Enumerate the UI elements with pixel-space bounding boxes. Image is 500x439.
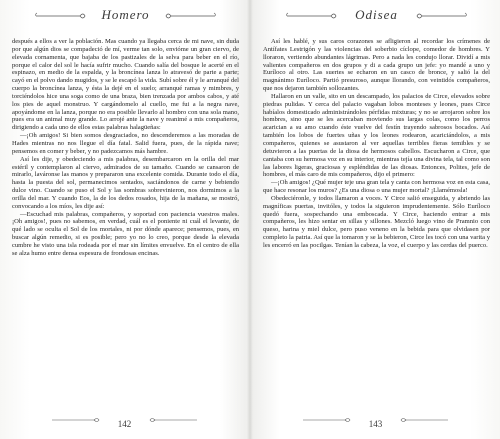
footer-ornament-right-icon <box>400 415 450 427</box>
paragraph: Obedeciéronle, y todos llamaron a voces. Y Circe salió enseguida, y abriendo las magníficas puertas, invitóles, y todos la siguieron imprudentemente. Sólo Euríloco quedó fuera, sospechando una emboscada. Y Circe, haciendo entrar a mis compañeros, les hizo sentar en sillas y sillones. Mezcló luego vino de Pramnio con queso, harina y miel dulce, pero puso veneno en la bebida para que olvidasen por completo la patria. Así que la tomaron y se la bebieron, Circe les tocó con una varita y les encerró en las pocilgas. Tenían la cabeza, la voz, el cuerpo y las cerdas del puerco. <box>263 194 490 249</box>
left-page-text <box>12 38 239 258</box>
paragraph: —¡Oh amigos! ¿Qué mujer teje una gran tela y canta con hermosa voz en esta casa, que hace resonar los muros? ¿Es una diosa o una mujer mortal? ¡Llamémosla! <box>263 179 490 195</box>
paragraph: Así les dije, y obedeciendo a mis palabras, desembarcaron en la orilla del mar estéril y contemplaron al ciervo, admirados de su tamaño. Cuando se cansaron de mirarlo, laváronse las manos y prepararon una excelente comida. Durante todo el día, hasta la puesta del sol, permanecimos sentados, saciándonos de carne y bebiendo dulce vino. Cuando se puso el Sol y las sombras sobrevinieron, nos dormimos a la orilla del mar. Y cuando Eos, la de los dedos rosados, hija de la mañana, se mostró, convocando a los míos, les dije así: <box>12 155 239 210</box>
left-page-footer <box>0 413 249 427</box>
right-page-header <box>263 0 490 30</box>
ornament-left-icon <box>34 10 86 22</box>
ornament-left-icon <box>285 10 337 22</box>
page-number: 143 <box>368 419 383 429</box>
paragraph: —Escuchad mis palabras, compañeros, y soportad con paciencia vuestros males. ¡Oh amigos!, pues no sabemos, en verdad, cuál es el poniente ni cuál el levante, de qué lado se oculta el Sol de los mortales, ni por dónde aparece; pensemos, pues, en buscar algún remedio, si es posible; pero yo no lo creo, porque desde la elevada cumbre he visto una isla rodeada por el mar sin límites envuelve. En el centro de ella se alza humo entre densa espesura de frondosas encinas. <box>12 210 239 257</box>
running-head-right: Odisea <box>355 7 398 22</box>
ornament-right-icon <box>416 10 468 22</box>
right-page-text <box>263 38 490 250</box>
footer-ornament-right-icon <box>149 415 199 427</box>
left-page <box>0 0 249 439</box>
paragraph: después a ellos a ver la población. Mas cuando ya llegaba cerca de mi nave, sin duda por que algún dios se compadeció de mí, verme tan solo, envióme un gran ciervo, de elevada cornamenta, que bajaba de los pastizales de la selva para beber en el río, porque el calor del sol le hacía sufrir mucho. Cuando salía del bosque le acerté en el espinazo, en medio de la espalda, y la broncínea lanza lo atravesó de parte a parte; cayó en el polvo dando mugidos, y se le escapó la vida. Subí sobre él y le arranqué del cuerpo la broncínea lanza, y ésta la dejé en el suelo; arranqué ramas y mimbres, y torciéndolos hice una soga como de una braza, bien trenzada por ambos cabos, y até los pies de aquel monstruo. Y cargándomelo al cuello, me fui a la negra nave, apoyándome en la lanza, porque no era posible llevarlo al hombro con una sola mano, pues era un animal muy grande. Lo arrojé ante la nave y reanimé a mis compañeros, dirigiendo a cada uno de ellos estas palabras halagüeñas: <box>12 38 239 132</box>
right-page-footer <box>251 413 500 427</box>
left-page-header <box>12 0 239 30</box>
footer-ornament-left-icon <box>50 415 100 427</box>
ornament-right-icon <box>165 10 217 22</box>
paragraph: Hallaron en un valle, sito en un descampado, los palacios de Circe, elevados sobre piedras pulidas. Y cerca del palacio vagaban lobos monteses y leones, pues Circe habíalos domesticado administrándoles pérfidas mixturas; y no se arrojaron sobre los hombres, sino que se les acercaban moviendo sus largas colas, como los perros acarician a su amo cuando éste vuelve del festín trayendo sabrosos bocados. Así también los lobos de fuertes uñas y los leones rodearon, acariciándolos, a mis compañeros, quienes se asustaron al ver aquellas terribles fieras temibles y se detuvieron a las puertas de la diosa de hermosos cabellos. Escucharon a Circe, que cantaba con su hermosa voz en su interior, mientras tejía una divina tela, tal como son las labores ligeras, graciosas y espléndidas de las diosas. Entonces, Polites, jefe de hombres, el más caro de mis compañeros, dijo el primero: <box>263 92 490 179</box>
running-head-left: Homero <box>101 7 150 22</box>
right-page <box>251 0 500 439</box>
paragraph: —¡Oh amigos! Si bien somos desgraciados, no descenderemos a las moradas de Hades mientras no nos llegue el día fatal. Salid fuera, pues, de la rápida nave; pensemos en comer y beber, y no padezcamos más hambre. <box>12 132 239 155</box>
paragraph: Así les hablé, y sus caros corazones se afligieron al recordar los crímenes de Antífates Lestrigón y las violencias del soberbio cíclope, comedor de hombres. Y lloraron, vertiendo abundantes lágrimas. Pero a nada les condujo llorar. Dividí a mis valientes compañeros en dos grupos y di a cada grupo un jefe: yo mandé a uno y Euríloco al otro. Las suertes se echaron en un casco de bronce, y salió la del magnánimo Euríloco. Partió presuroso, aunque llorando, con veintidós compañeros, que nos dejaron también sollozantes. <box>263 38 490 93</box>
page-number: 142 <box>117 419 132 429</box>
footer-ornament-left-icon <box>301 415 351 427</box>
